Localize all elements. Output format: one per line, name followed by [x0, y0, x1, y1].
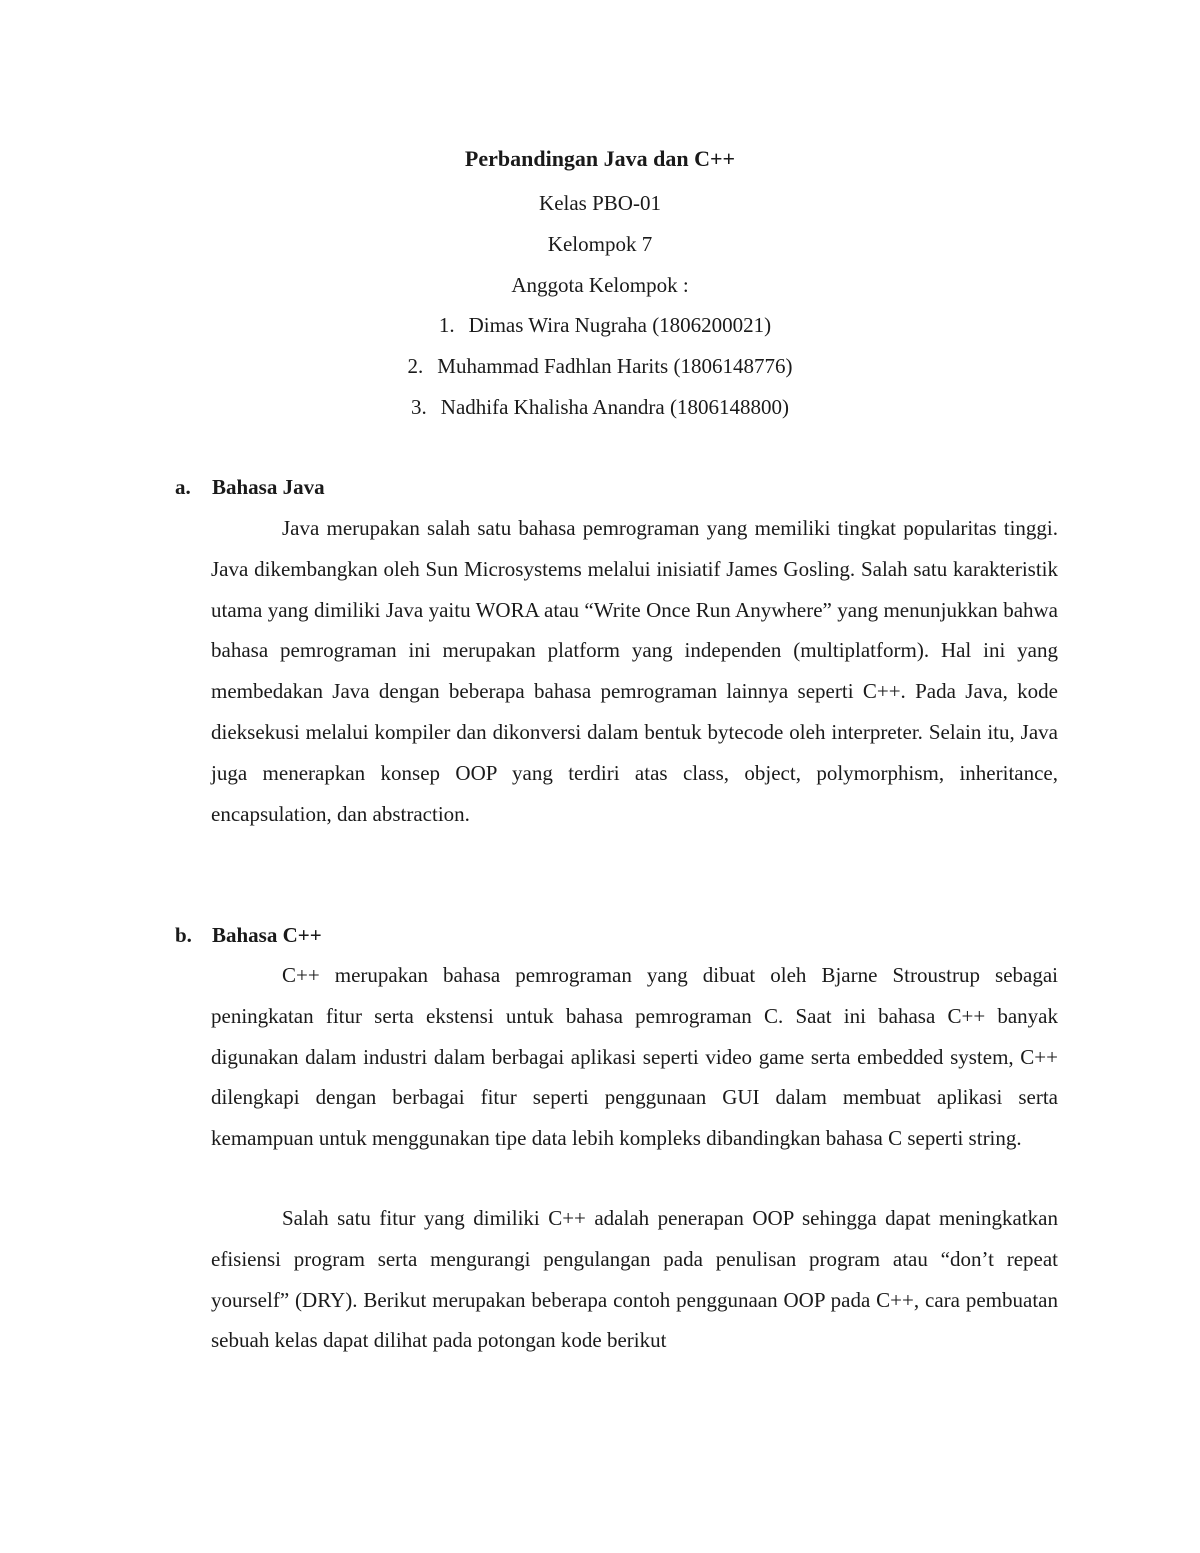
- member-number: 1.: [438, 313, 455, 337]
- class-label: Kelas PBO-01: [539, 191, 661, 215]
- member-name: Dimas Wira Nugraha (1806200021): [468, 313, 772, 337]
- section-heading-java: [175, 472, 325, 502]
- paragraph-cpp-2: Salah satu fitur yang dimiliki C++ adalah penerapan OOP sehingga dapat meningkatkan efisiensi program serta mengurangi pengulangan pada penulisan program atau “don’t repeat yourself” (DRY). Berikut merupakan beberapa contoh penggunaan OOP pada C++, cara pembuatan sebuah kelas dapat dilihat pada potongan kode berikut: [211, 1206, 1058, 1353]
- section-heading-cpp: [175, 920, 322, 950]
- member-item: [0, 392, 1200, 422]
- section-letter: b.: [175, 923, 192, 947]
- document-title: Perbandingan Java dan C++: [464, 146, 736, 171]
- section-title: Bahasa C++: [212, 923, 322, 947]
- section-title: Bahasa Java: [212, 475, 325, 499]
- member-number: 2.: [407, 354, 424, 378]
- member-name: Nadhifa Khalisha Anandra (1806148800): [440, 395, 789, 419]
- paragraph-cpp-1: C++ merupakan bahasa pemrograman yang dibuat oleh Bjarne Stroustrup sebagai peningkatan fitur serta ekstensi untuk bahasa pemrograman C. Saat ini bahasa C++ banyak digunakan dalam industri dalam berbagai aplikasi seperti video game serta embedded system, C++ dilengkapi dengan berbagai fitur seperti penggunaan GUI dalam membuat aplikasi serta kemampuan untuk menggunakan tipe data lebih kompleks dibandingkan bahasa C seperti string.: [211, 963, 1058, 1151]
- members-heading: Anggota Kelompok :: [511, 273, 689, 297]
- member-name: Muhammad Fadhlan Harits (1806148776): [437, 354, 793, 378]
- section-letter: a.: [175, 475, 191, 499]
- member-item: [0, 310, 1200, 340]
- member-item: [0, 351, 1200, 381]
- paragraph-java: Java merupakan salah satu bahasa pemrograman yang memiliki tingkat popularitas tinggi. Java dikembangkan oleh Sun Microsystems melalui inisiatif James Gosling. Salah satu karakteristik utama yang dimiliki Java yaitu WORA atau “Write Once Run Anywhere” yang menunjukkan bahwa bahasa pemrograman ini merupakan platform yang independen (multiplatform). Hal ini yang membedakan Java dengan beberapa bahasa pemrograman lainnya seperti C++. Pada Java, kode dieksekusi melalui kompiler dan dikonversi dalam bentuk bytecode oleh interpreter. Selain itu, Java juga menerapkan konsep OOP yang terdiri atas class, object, polymorphism, inheritance, encapsulation, dan abstraction.: [211, 516, 1058, 826]
- group-label: Kelompok 7: [547, 232, 653, 256]
- member-number: 3.: [411, 395, 427, 419]
